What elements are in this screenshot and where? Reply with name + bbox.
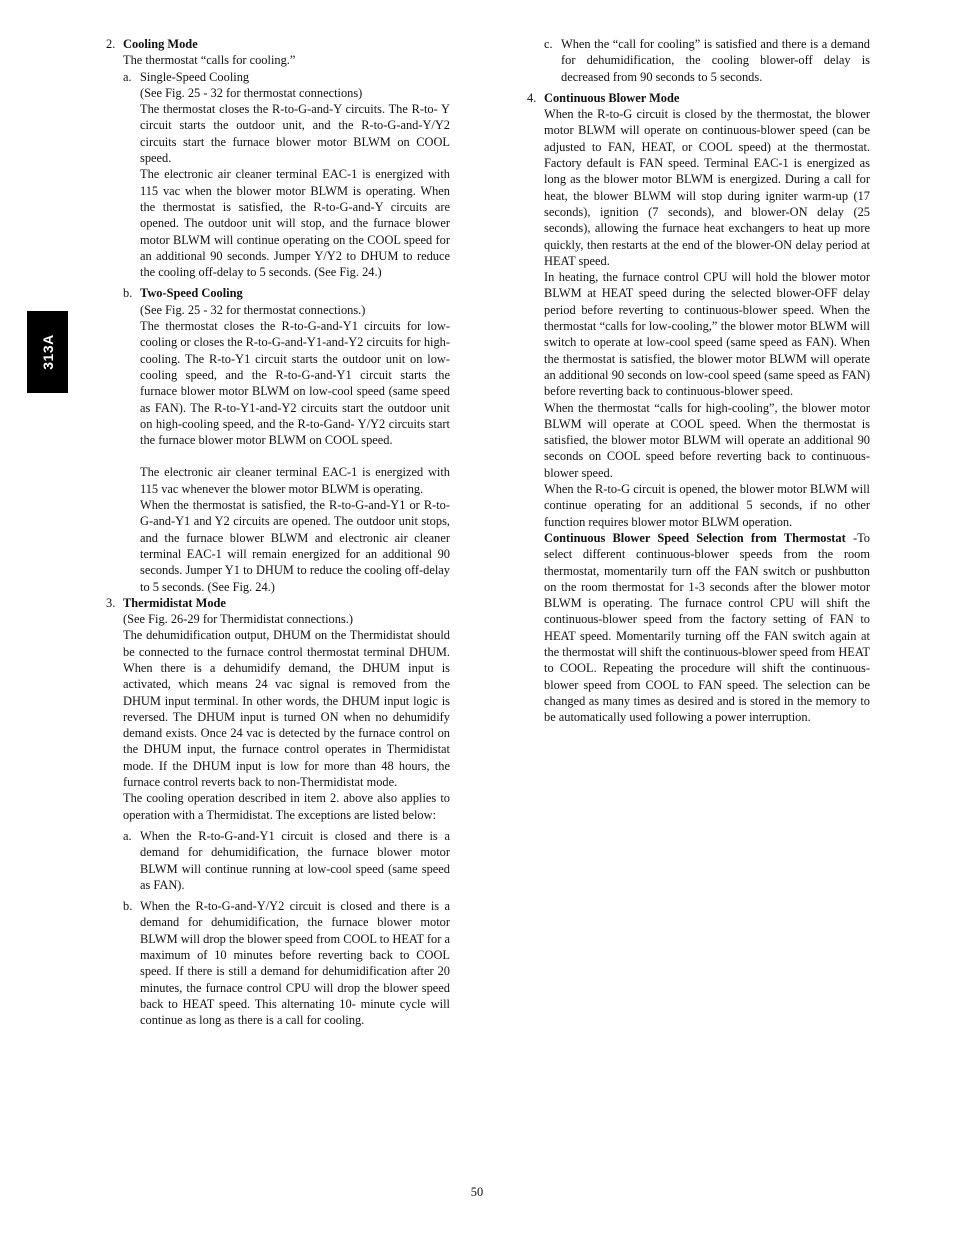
list-letter: a.: [123, 828, 132, 843]
section-tab: [27, 311, 68, 393]
paragraph: The dehumidification output, DHUM on the Thermidistat should be connected to the furnace control thermostat terminal DHUM. When there is a dehumidify demand, the DHUM input is activated, which means 24 vac signal is removed from the DHUM input terminal. In other words, the DHUM input logic is reversed. The DHUM input is turned ON when no dehumidify demand exists. Once 24 vac is detected by the furnace control on the DHUM input, the furnace control operates in Thermidistat mode. If the DHUM input is low for more than 48 hours, the furnace control reverts back to non-Thermidistat mode.: [123, 628, 450, 790]
paragraph-text: -To select different continuous-blower speeds from the room thermostat, momentarily turn off the FAN switch or pushbutton on the room thermostat for 1-3 seconds after the blower motor BLWM is operating. The furnace control CPU will shift the continuous-blower speed from the factory setting of FAN to HEAT speed. Momentarily turning off the FAN switch again at the thermostat will shift the continuous-blower speed from HEAT to COOL. Repeating the procedure will shift the continuous-blower speed from COOL to FAN speed. The selection can be changed as many times as desired and is stored in the memory to be automatically used following a power interruption.: [544, 530, 870, 725]
paragraph: When the R-to-G-and-Y/Y2 circuit is closed and there is a demand for dehumidification, the furnace blower motor BLWM will drop the blower speed from COOL to HEAT for a maximum of 10 minutes before reverting back to COOL speed. If there is still a demand for dehumidification after 20 minutes, the furnace control CPU will drop the blower speed back to HEAT speed. This alternating 10- minute cycle will continue as long as there is a call for cooling.: [140, 899, 450, 1028]
paragraph: The thermostat closes the R-to-G-and-Y1 circuits for low-cooling or closes the R-to-G-and-Y1-and-Y2 circuits for high-cooling. The R-to-Y1 circuit starts the outdoor unit on low-cooling speed, and the R-to-G-and-Y1 circuit starts the furnace blower motor BLWM on low-cool speed (same speed as FAN). The R-to-Y1-and-Y2 circuits start the outdoor unit on high-cooling speed, and the R-to-Gand- Y/Y2 circuits start the furnace blower motor BLWM on COOL speed.: [140, 319, 450, 448]
list-letter: c.: [544, 37, 553, 51]
section-number: 2.: [106, 37, 116, 51]
list-item: [123, 898, 450, 1028]
section-thermidistat-mode: [106, 595, 450, 1029]
subsection-two-speed-cooling: [123, 285, 450, 594]
list-item: [544, 36, 870, 85]
subsection-letter: a.: [123, 69, 132, 84]
inline-heading: Continuous Blower Speed Selection from Thermostat: [544, 530, 846, 545]
list-item: [123, 828, 450, 893]
left-column: [106, 36, 450, 1029]
paragraph: When the thermostat is satisfied, the R-to-G-and-Y1 or R-to-G-and-Y1 and Y2 circuits are opened. The outdoor unit stops, and the furnace blower BLWM and electronic air cleaner terminal EAC-1 will remain energized for an additional 90 seconds. Jumper Y1 to DHUM to reduce the cooling off-delay to 5 seconds. (See Fig. 24.): [140, 498, 450, 594]
section-tab-label: 313A: [39, 334, 56, 370]
section-number: 4.: [527, 90, 537, 105]
paragraph: The thermostat closes the R-to-G-and-Y circuits. The R-to- Y circuit starts the outdoor unit, and the R-to-G-and-Y/Y2 circuits start the furnace blower motor BLWM on COOL speed.: [140, 102, 450, 166]
paragraph: (See Fig. 25 - 32 for thermostat connections): [140, 85, 363, 100]
section-thermidistat-continued: [527, 36, 870, 85]
paragraph: The cooling operation described in item 2. above also applies to operation with a Thermidistat. The exceptions are listed below:: [123, 791, 450, 822]
subsection-heading: Two-Speed Cooling: [140, 286, 243, 301]
list-letter: b.: [123, 899, 133, 914]
subsection-heading: Single-Speed Cooling: [140, 69, 250, 84]
paragraph: When the R-to-G-and-Y1 circuit is closed and there is a demand for dehumidification, the furnace blower motor BLWM will continue running at low-cool speed (same speed as FAN).: [140, 828, 450, 892]
section-cooling-mode: [106, 36, 450, 595]
subsection-letter: b.: [123, 286, 133, 301]
paragraph: When the R-to-G circuit is closed by the thermostat, the blower motor BLWM will operate on continuous-blower speed (can be adjusted to FAN, HEAT, or COOL speed) at the thermostat. Factory default is FAN speed. Terminal EAC-1 is energized as long as the blower motor BLWM is energized. During a call for heat, the blower BLWM will stop during igniter warm-up (17 seconds), ignition (7 seconds), and blower-ON delay (25 seconds), allowing the furnace heat exchangers to heat up more quickly, then restarts at the end of the blower-ON delay period at HEAT speed.: [544, 107, 870, 268]
section-heading: Thermidistat Mode: [123, 595, 226, 610]
page-number: 50: [470, 1185, 484, 1199]
section-number: 3.: [106, 595, 116, 610]
paragraph: When the thermostat “calls for high-cooling”, the blower motor BLWM will operate at COOL speed. When the thermostat is satisfied, the blower motor BLWM will operate an additional 90 seconds on COOL speed before reverting back to continuous-blower speed.: [544, 400, 870, 480]
paragraph: The thermostat “calls for cooling.”: [123, 53, 296, 68]
subsection-single-speed-cooling: [123, 69, 450, 281]
section-heading: Continuous Blower Mode: [544, 90, 680, 105]
section-heading: Cooling Mode: [123, 37, 198, 51]
paragraph: (See Fig. 26-29 for Thermidistat connections.): [123, 612, 353, 627]
right-column: [527, 36, 870, 725]
section-continuous-blower-mode: [527, 90, 870, 726]
paragraph: The electronic air cleaner terminal EAC-1 is energized with 115 vac when the blower motor BLWM is operating. When the thermostat is satisfied, the R-to-G-and-Y circuits are opened. The outdoor unit will stop, and the furnace blower motor BLWM will continue operating on the COOL speed for an additional 90 seconds. Jumper Y/Y2 to DHUM to reduce the cooling off-delay to 5 seconds. (See Fig. 24.): [140, 167, 450, 280]
paragraph: The electronic air cleaner terminal EAC-1 is energized with 115 vac whenever the blower motor BLWM is operating.: [140, 465, 450, 496]
paragraph: When the R-to-G circuit is opened, the blower motor BLWM will continue operating for an additional 5 seconds, if no other function requires blower motor BLWM operation.: [544, 482, 870, 529]
paragraph: In heating, the furnace control CPU will hold the blower motor BLWM at HEAT speed during the selected blower-OFF delay period before reverting to continuous-blower speed. When the thermostat “calls for low-cooling,” the blower motor BLWM will switch to operate at low-cool speed (same speed as FAN). When the thermostat is satisfied, the blower motor BLWM will operate an additional 90 seconds on low-cool speed (same speed as FAN) before reverting back to continuous-blower speed.: [544, 270, 870, 399]
paragraph: When the “call for cooling” is satisfied and there is a demand for dehumidification, the cooling blower-off delay is decreased from 90 seconds to 5 seconds.: [561, 37, 870, 84]
paragraph: (See Fig. 25 - 32 for thermostat connections.): [140, 302, 366, 317]
paragraph: [544, 530, 870, 726]
